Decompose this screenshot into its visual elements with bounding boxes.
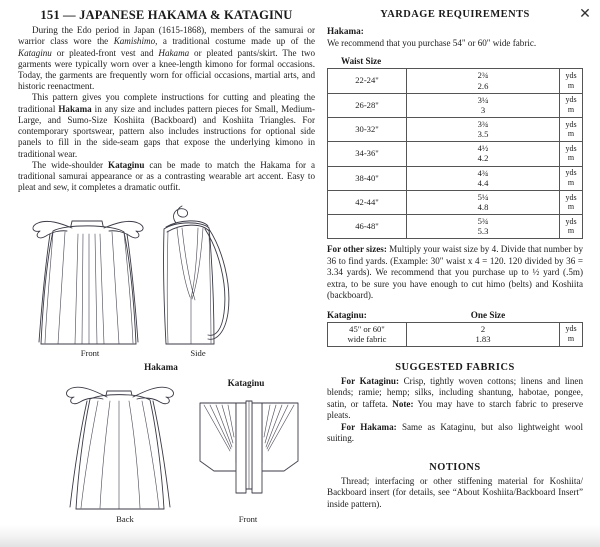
fabrics-hakama-text: Same as Kataginu, but also lightweight wool suiting.	[327, 421, 583, 444]
unit-cell	[560, 166, 583, 190]
yards-value: 3¾	[477, 118, 489, 129]
unit-m: m	[567, 226, 575, 236]
kataginu-fabric-cell	[328, 322, 407, 346]
fabrics-note-text: You may have to starch fabric to preserve pleats.	[327, 398, 583, 421]
intro-paragraph-2: This pattern gives you complete instructions for cutting and pleating the traditional Hakama in any size and includes pattern pieces for Small, Medium-Large, and Sumo-Size Koshiita (Backboard) and Koshiita Triangles. For contemporary sportswear, pattern also includes instructions for optional side panels to fill in the side-seam gaps that expose the underlying kimono in traditional wear.	[18, 92, 315, 159]
waist-size-cell: 42-44"	[328, 190, 407, 214]
meters-value: 1.83	[475, 333, 491, 344]
waist-size-cell: 34-36"	[328, 142, 407, 166]
unit-cell	[560, 215, 583, 239]
amount-cell	[407, 69, 560, 93]
fabrics-kataginu-paragraph	[327, 376, 583, 422]
kataginu-front-illustration	[194, 393, 304, 513]
meters-value: 4.4	[477, 177, 489, 188]
amount-cell	[407, 215, 560, 239]
fabrics-kataginu-label: For Kataginu:	[341, 375, 399, 386]
table-row	[328, 69, 583, 93]
unit-yds: yds	[565, 95, 577, 105]
caption-kataginu-group: Kataginu	[227, 378, 265, 389]
amount-cell	[407, 166, 560, 190]
table-row	[328, 117, 583, 141]
footer-strip	[0, 525, 600, 547]
yards-value: 4¾	[477, 167, 489, 178]
unit-m: m	[567, 104, 575, 114]
unit-m: m	[567, 333, 575, 343]
meters-value: 4.2	[477, 153, 489, 164]
kataginu-yardage-table	[327, 322, 583, 347]
caption-hakama-front: Front	[80, 348, 100, 359]
amount-cell	[407, 190, 560, 214]
right-column	[327, 8, 583, 510]
waist-size-cell: 46-48"	[328, 215, 407, 239]
yards-value: 4½	[477, 143, 489, 154]
yards-value: 2	[480, 323, 486, 334]
meters-value: 2.6	[477, 80, 489, 91]
left-column	[18, 8, 315, 542]
unit-m: m	[567, 80, 575, 90]
meters-value: 3	[480, 104, 486, 115]
notions-paragraph: Thread; interfacing or other stiffening material for Koshiita/ Backboard insert (for details, see “About Koshiita/Backboard Insert” inside pattern).	[327, 475, 583, 509]
table-row	[328, 166, 583, 190]
meters-value: 3.5	[477, 129, 489, 140]
unit-yds: yds	[565, 143, 577, 153]
yards-value: 5¼	[477, 191, 489, 202]
waist-size-cell: 22-24"	[328, 69, 407, 93]
suggested-fabrics-heading: SUGGESTED FABRICS	[395, 361, 515, 373]
table-row	[328, 215, 583, 239]
amount-cell	[407, 117, 560, 141]
unit-cell	[560, 93, 583, 117]
notions-heading: NOTIONS	[429, 461, 481, 473]
other-sizes-text: Multiply your waist size by 4. Divide that number by 36 to find yards. (Example: 30" waist x 4 = 120. 120 divided by 36 = 3.34 yards). We recommend that you purchase up to ½ yard (.5m) extra, to be sure you have enough to cut himo (belts) and Koshiita (backboard).	[327, 244, 583, 301]
table-row	[328, 93, 583, 117]
unit-cell	[560, 190, 583, 214]
caption-hakama-side: Side	[190, 348, 206, 359]
garment-illustrations	[18, 197, 315, 542]
yards-value: 5¾	[477, 216, 489, 227]
waist-size-cell: 26-28"	[328, 93, 407, 117]
unit-m: m	[567, 153, 575, 163]
unit-m: m	[567, 177, 575, 187]
unit-yds: yds	[565, 216, 577, 226]
yards-value: 2¾	[477, 70, 489, 81]
unit-m: m	[567, 129, 575, 139]
hakama-front-illustration	[20, 201, 160, 361]
meters-value: 5.3	[477, 226, 489, 237]
unit-yds: yds	[565, 192, 577, 202]
intro-paragraph-3: The wide-shoulder Kataginu can be made to match the Hakama for a traditional samurai appearance or as a contrasting wearable art accent. Easy to pleat and sew, it completes a dramatic outfit.	[18, 159, 315, 193]
caption-hakama-back: Back	[116, 514, 134, 525]
hakama-yardage-table	[327, 68, 583, 239]
yardage-table-body	[328, 69, 583, 239]
fabrics-hakama-label: For Hakama:	[341, 421, 397, 432]
kataginu-table-body	[328, 322, 583, 346]
hakama-fabric-recommendation: We recommend that you purchase 54" or 60" wide fabric.	[327, 37, 537, 48]
unit-yds: yds	[565, 324, 577, 334]
one-size-label: One Size	[470, 309, 506, 320]
hakama-back-illustration	[50, 377, 200, 527]
other-sizes-paragraph	[327, 244, 583, 301]
fabric-width-line2: wide fabric	[347, 333, 387, 344]
intro-paragraph-1: During the Edo period in Japan (1615-1868), members of the samurai or warrior class wore the Kamishimo, a traditional costume made up of the Kataginu or pleated-front vest and Hakama or pleated pants/skirt. The two garments were typically worn over a knee-length kimono for formal occasions. Today, the garments are frequently worn for official occasions, martial arts, and historic reenactment.	[18, 25, 316, 92]
waist-size-label: Waist Size	[341, 56, 382, 67]
unit-cell	[560, 142, 583, 166]
amount-cell	[407, 142, 560, 166]
hakama-yardage-label: Hakama:	[327, 26, 364, 36]
yardage-heading: YARDAGE REQUIREMENTS	[380, 9, 530, 20]
other-sizes-label: For other sizes:	[327, 244, 387, 255]
unit-cell	[560, 69, 583, 93]
kataginu-table-header	[327, 310, 583, 320]
unit-cell	[560, 117, 583, 141]
unit-yds: yds	[565, 71, 577, 81]
meters-value: 4.8	[477, 201, 489, 212]
caption-kataginu-front: Front	[238, 514, 258, 525]
fabric-width-line1: 45" or 60"	[349, 323, 385, 334]
amount-cell	[407, 93, 560, 117]
hakama-side-illustration	[146, 201, 256, 361]
unit-yds: yds	[565, 119, 577, 129]
yards-value: 3¼	[477, 94, 489, 105]
amount-cell	[407, 322, 560, 346]
kataginu-label: Kataginu:	[327, 309, 367, 320]
unit-m: m	[567, 201, 575, 211]
waist-size-cell: 30-32"	[328, 117, 407, 141]
unit-yds: yds	[565, 168, 577, 178]
waist-size-cell: 38-40"	[328, 166, 407, 190]
table-row	[328, 142, 583, 166]
table-row	[328, 190, 583, 214]
table-row	[328, 322, 583, 346]
caption-hakama-group: Hakama	[144, 362, 178, 373]
fabrics-note-label: Note:	[392, 398, 414, 409]
page-title: 151 — JAPANESE HAKAMA & KATAGINU	[40, 8, 293, 22]
fabrics-hakama-paragraph	[327, 422, 583, 445]
unit-cell	[560, 322, 583, 346]
fabrics-kataginu-text: Crisp, tightly woven cottons; linens and linen blends; ramie; hemp; silks, including shantung, habotae, pongee, satin, or taffeta.	[327, 375, 583, 409]
close-icon[interactable]: ✕	[579, 5, 591, 21]
